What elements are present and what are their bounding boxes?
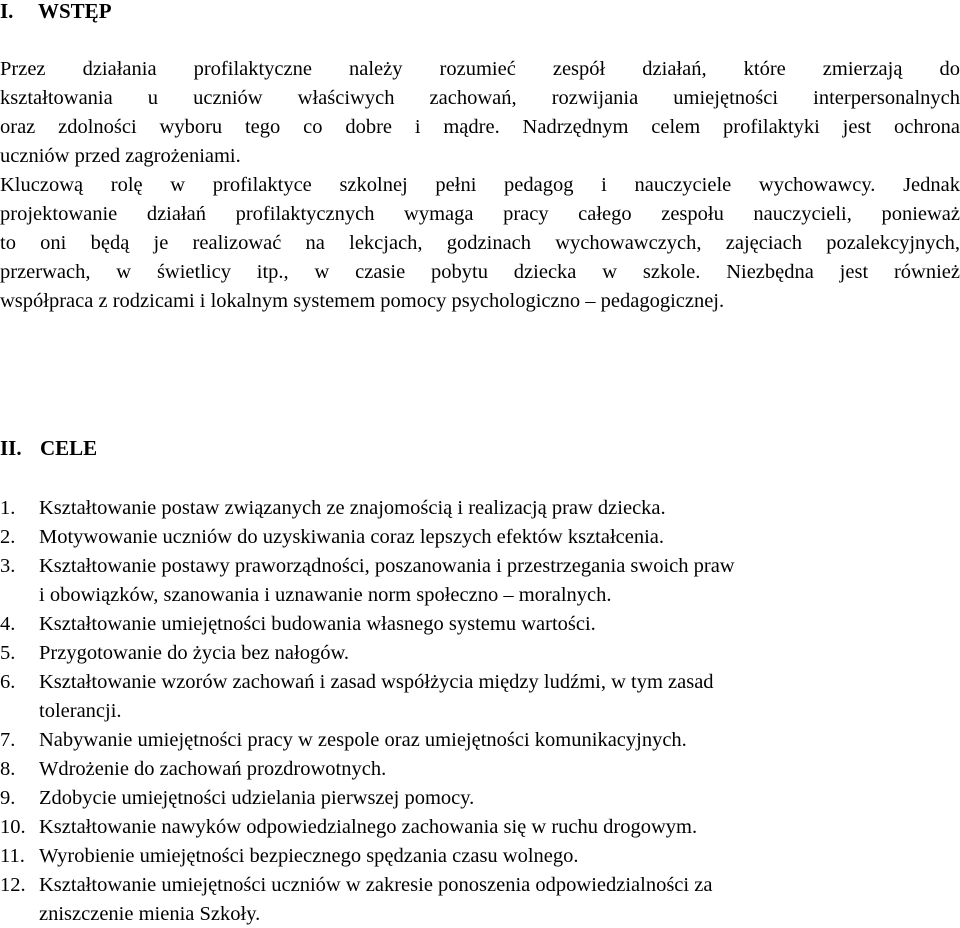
list-item-text: Kształtowanie postaw związanych ze znajomością i realizacją praw dziecka. [39, 497, 666, 519]
paragraph-line: Kluczową rolę w profilaktyce szkolnej pełni pedagog i nauczyciele wychowawcy. Jednak [0, 174, 960, 196]
section-heading-cele [0, 434, 97, 462]
paragraph-line: współpraca z rodzicami i lokalnym systemem pomocy psychologiczno – pedagogicznej. [0, 290, 725, 312]
section-heading-wstep [0, 0, 112, 25]
list-item-text: Przygotowanie do życia bez nałogów. [39, 642, 350, 664]
list-item-text: Kształtowanie umiejętności uczniów w zakresie ponoszenia odpowiedzialności za [39, 874, 713, 896]
list-item-number: 3. [0, 555, 16, 577]
list-item-number: 5. [0, 642, 16, 664]
paragraph-line: to oni będą je realizować na lekcjach, godzinach wychowawczych, zajęciach pozalekcyjnych, [0, 232, 960, 254]
list-item-text: Wdrożenie do zachowań prozdrowotnych. [39, 758, 387, 780]
paragraph-line: przerwach, w świetlicy itp., w czasie pobytu dziecka w szkole. Niezbędna jest również [0, 261, 960, 283]
list-item-text: Zdobycie umiejętności udzielania pierwszej pomocy. [39, 787, 475, 809]
list-item-number: 1. [0, 497, 16, 519]
paragraph-line: projektowanie działań profilaktycznych wymaga pracy całego zespołu nauczycieli, ponieważ [0, 203, 960, 225]
list-item-number: 11. [0, 845, 25, 867]
list-item-text: Wyrobienie umiejętności bezpiecznego spędzania czasu wolnego. [39, 845, 579, 867]
list-item-number: 9. [0, 787, 16, 809]
list-item-text: Kształtowanie nawyków odpowiedzialnego zachowania się w ruchu drogowym. [39, 816, 698, 838]
list-item-text: Kształtowanie umiejętności budowania własnego systemu wartości. [39, 613, 596, 635]
section-number: II. [0, 436, 22, 460]
list-item-number: 2. [0, 526, 16, 548]
list-item-text: Nabywanie umiejętności pracy w zespole oraz umiejętności komunikacyjnych. [39, 729, 687, 751]
section-title: WSTĘP [38, 0, 112, 23]
list-item-text: tolerancji. [39, 700, 122, 722]
paragraph-line: Przez działania profilaktyczne należy rozumieć zespół działań, które zmierzają do [0, 58, 960, 80]
list-item-text: zniszczenie mienia Szkoły. [39, 903, 261, 925]
list-item-number: 12. [0, 874, 26, 896]
list-item-number: 6. [0, 671, 16, 693]
list-item-number: 10. [0, 816, 26, 838]
list-item-number: 8. [0, 758, 16, 780]
paragraph-line: uczniów przed zagrożeniami. [0, 145, 241, 167]
list-item-text: Kształtowanie wzorów zachowań i zasad współżycia między ludźmi, w tym zasad [39, 671, 714, 693]
list-item-text: Motywowanie uczniów do uzyskiwania coraz lepszych efektów kształcenia. [39, 526, 665, 548]
section-number: I. [0, 0, 14, 23]
paragraph-line: kształtowania u uczniów właściwych zachowań, rozwijania umiejętności interpersonalnych [0, 87, 960, 109]
list-item-number: 7. [0, 729, 16, 751]
paragraph-line: oraz zdolności wyboru tego co dobre i mądre. Nadrzędnym celem profilaktyki jest ochrona [0, 116, 960, 138]
list-item-number: 4. [0, 613, 16, 635]
list-item-text: i obowiązków, szanowania i uznawanie norm społeczno – moralnych. [39, 584, 612, 606]
section-title: CELE [40, 436, 98, 460]
list-item-text: Kształtowanie postawy praworządności, poszanowania i przestrzegania swoich praw [39, 555, 735, 577]
